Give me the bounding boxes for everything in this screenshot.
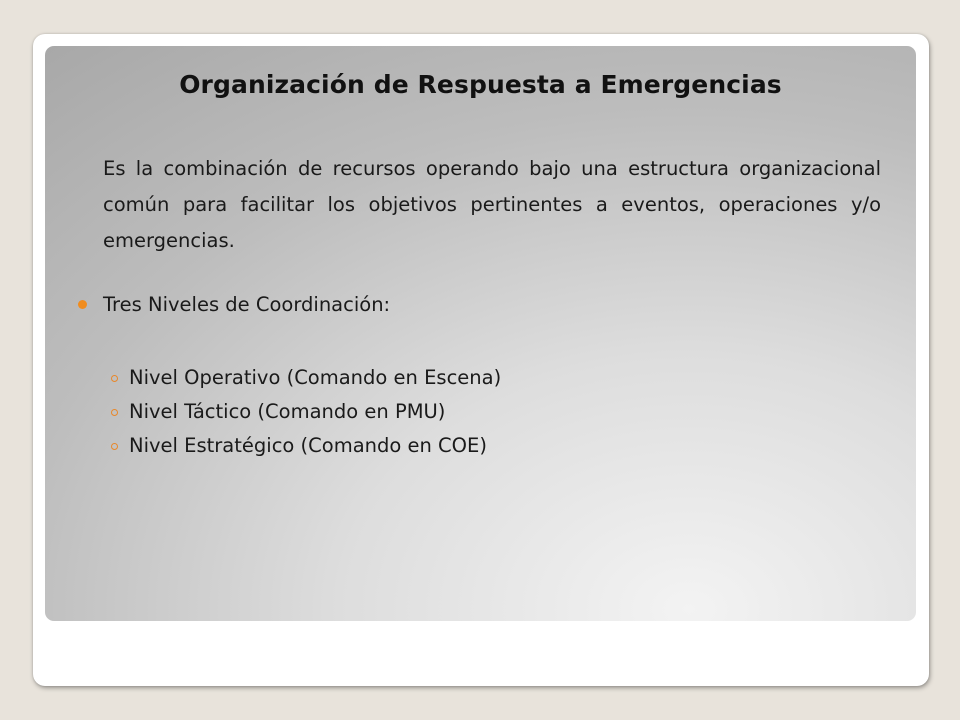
circle-bullet-icon	[111, 375, 118, 382]
coordination-levels-list	[111, 360, 501, 462]
circle-bullet-icon	[111, 409, 118, 416]
sub-list-item-label: Nivel Táctico (Comando en PMU)	[129, 399, 446, 423]
sub-list-item	[111, 360, 501, 394]
bullet-dot-icon	[78, 300, 87, 309]
bullet-item	[78, 289, 390, 319]
sub-list-item	[111, 428, 501, 462]
sub-list-item	[111, 394, 501, 428]
bullet-label: Tres Niveles de Coordinación:	[103, 292, 391, 316]
sub-list-item-label: Nivel Operativo (Comando en Escena)	[129, 365, 502, 389]
definition-paragraph: Es la combinación de recursos operando bajo una estructura organizacional común para facilitar los objetivos pertinentes a eventos, operaciones y/o emergencias.	[103, 157, 881, 252]
sub-list-item-label: Nivel Estratégico (Comando en COE)	[129, 433, 487, 457]
circle-bullet-icon	[111, 443, 118, 450]
content-panel	[45, 46, 916, 621]
slide-title: Organización de Respuesta a Emergencias	[179, 70, 782, 99]
